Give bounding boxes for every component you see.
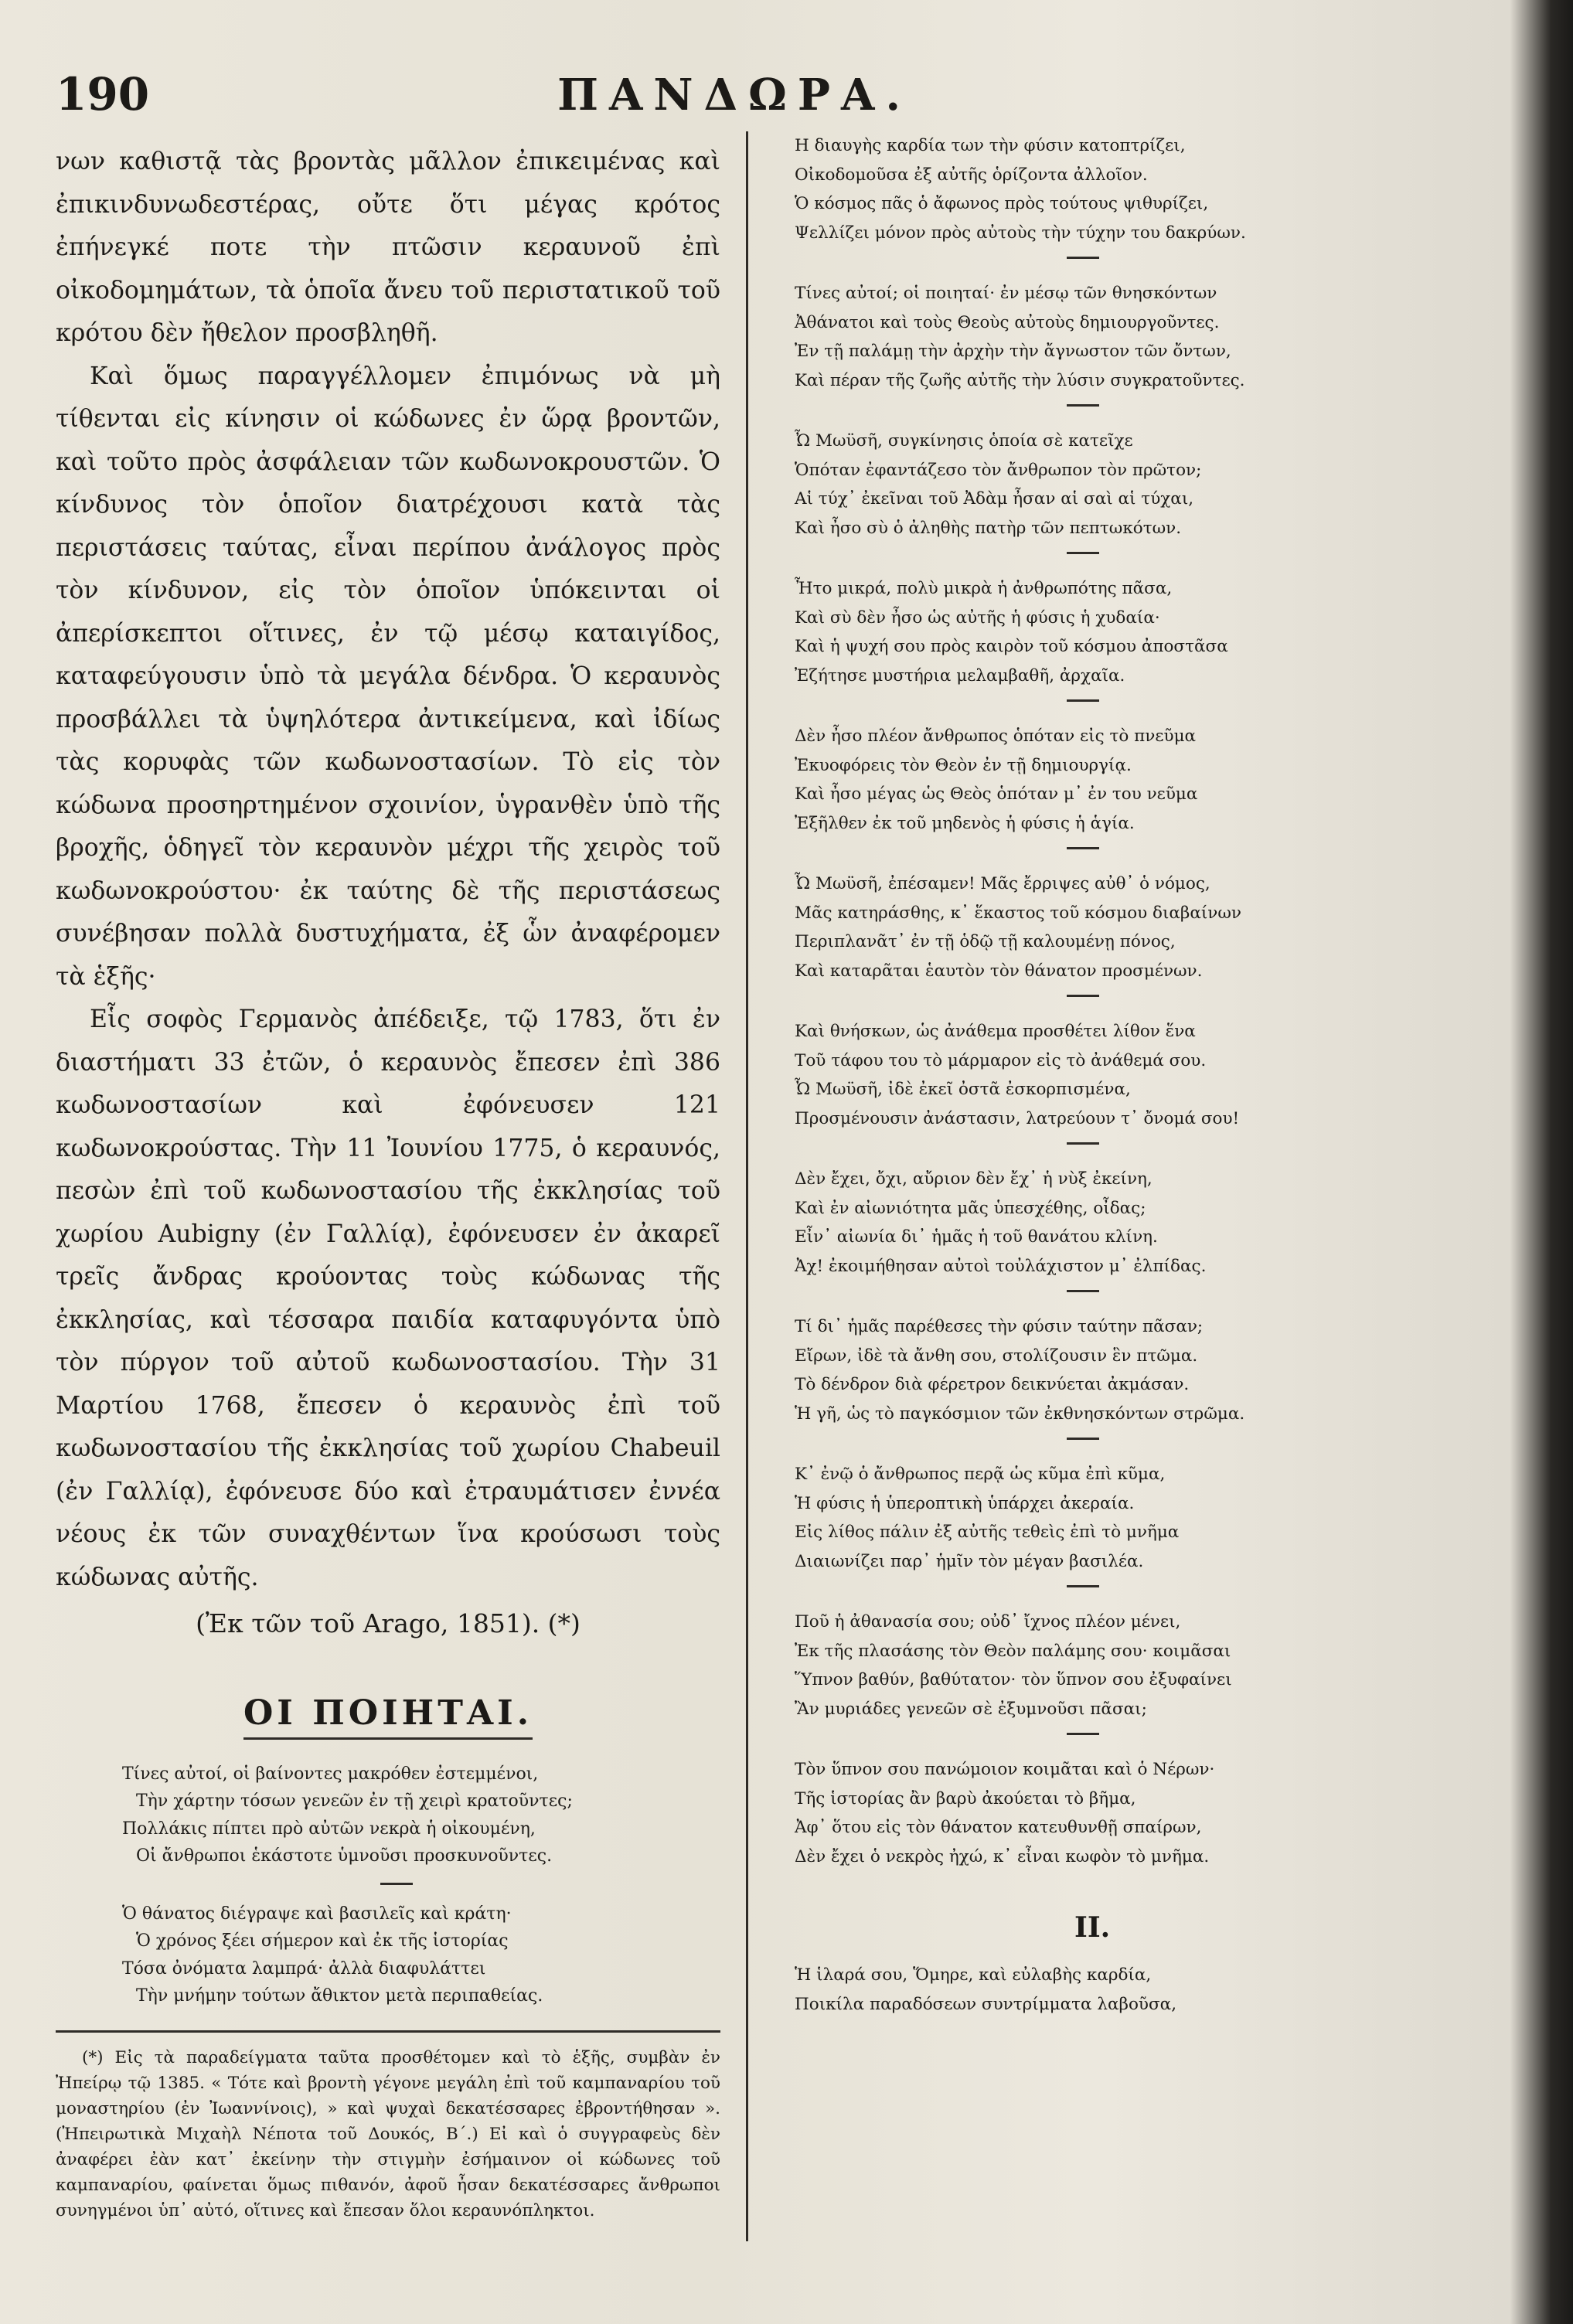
stanza-separator (1067, 1585, 1099, 1587)
verse-line: Εἶν᾽ αἰωνία δι᾽ ἡμᾶς ἡ τοῦ θανάτου κλίνη. (795, 1227, 1158, 1247)
poem-stanza (773, 574, 1407, 690)
verse-line: Καὶ πέραν τῆς ζωῆς αὐτῆς τὴν λύσιν συγκρατοῦντες. (795, 370, 1245, 390)
verse-line: Τόσα ὀνόματα λαμπρά· ἀλλὰ διαφυλάττει (122, 1958, 486, 1979)
verse-line: Ἐζήτησε μυστήρια μελαμβαθῆ, ἀρχαῖα. (795, 665, 1125, 686)
verse-line: Καὶ καταρᾶται ἑαυτὸν τὸν θάνατον προσμένων. (795, 961, 1203, 981)
section-title (56, 1693, 720, 1733)
paragraph: Εἷς σοφὸς Γερμανὸς ἀπέδειξε, τῷ 1783, ὅτι ἐν διαστήματι 33 ἐτῶν, ὁ κεραυνὸς ἔπεσεν ἐπὶ 386 κωδωνοστασίων καὶ ἐφόνευσεν 121 κωδωνοκρούστας. Τὴν 11 Ἰουνίου 1775, ὁ κεραυνός, πεσὼν ἐπὶ τοῦ κωδωνοστασίου τῆς ἐκκλησίας τοῦ χωρίου Aubigny (ἐν Γαλλίᾳ), ἐφόνευσεν ἐν ἀκαρεῖ τρεῖς ἄνδρας κρούοντας τοὺς κώδωνας τῆς ἐκκλησίας, καὶ τέσσαρα παιδία καταφυγόντα ὑπὸ τὸν πύργον τοῦ αὐτοῦ κωδωνοστασίου. Τὴν 31 Μαρτίου 1768, ἔπεσεν ὁ κεραυνὸς ἐπὶ τοῦ κωδωνοστασίου τῆς ἐκκλησίας τοῦ χωρίου Chabeuil (ἐν Γαλλίᾳ), ἐφόνευσε δύο καὶ ἐτραυμάτισεν ἐννέα νέους ἐκ τῶν συναχθέντων ἵνα κρούσωσι τοὺς κώδωνας αὐτῆς. (56, 1005, 720, 1591)
verse-line: Τῆς ἱστορίας ἂν βαρὺ ἀκούεται τὸ βῆμα, (795, 1788, 1136, 1809)
verse-line: Ποικίλα παραδόσεων συντρίμματα λαβοῦσα, (795, 1994, 1177, 2014)
verse-line: Ὦ Μωϋσῆ, ἰδὲ ἐκεῖ ὀστᾶ ἐσκορπισμένα, (795, 1080, 1131, 1099)
verse-line: Η διαυγὴς καρδία των τὴν φύσιν κατοπτρίζει, (795, 136, 1186, 155)
verse-line: Τίνες αὐτοί; οἱ ποιηταί· ἐν μέσῳ τῶν θνησκόντων (795, 284, 1217, 303)
verse-line: Διαιωνίζει παρ᾽ ἡμῖν τὸν μέγαν βασιλέα. (795, 1551, 1144, 1571)
verse-line: Ψελλίζει μόνον πρὸς αὐτοὺς τὴν τύχην του δακρύων. (795, 223, 1246, 243)
verse-line: Ὁ κόσμος πᾶς ὁ ἄφωνος πρὸς τούτους ψιθυρίζει, (795, 194, 1209, 213)
stanza-separator (1067, 1142, 1099, 1145)
running-title: ΠΑΝΔΩΡΑ. (557, 70, 911, 121)
poem-stanza (773, 427, 1407, 543)
verse-line: Καὶ θνήσκων, ὡς ἀνάθεμα προσθέτει λίθον ἕνα (795, 1022, 1196, 1041)
verse-line: Κ᾽ ἐνῷ ὁ ἄνθρωπος περᾷ ὡς κῦμα ἐπὶ κῦμα, (795, 1465, 1166, 1484)
verse-line: Καὶ ἦσο σὺ ὁ ἀληθὴς πατὴρ τῶν πεπτωκότων. (795, 518, 1182, 538)
verse-line: Ἡ ἱλαρά σου, Ὅμηρε, καὶ εὐλαβὴς καρδία, (795, 1965, 1152, 1985)
verse-line: Ὦ Μωϋσῆ, συγκίνησις ὁποία σὲ κατεῖχε (795, 431, 1133, 451)
verse-line: Τί δι᾽ ἡμᾶς παρέθεσες τὴν φύσιν ταύτην πᾶσαν; (795, 1317, 1204, 1336)
verse-line: Καὶ σὺ δὲν ἦσο ὡς αὐτῆς ἡ φύσις ἡ χυδαία· (795, 607, 1160, 628)
verse-line: Τίνες αὐτοί, οἱ βαίνοντες μακρόθεν ἐστεμμένοι, (122, 1764, 539, 1784)
verse-line: Ἐκ τῆς πλασάσης τὸν Θεὸν παλάμης σου· κοιμᾶσαι (795, 1641, 1231, 1661)
verse-line: Ἐκυοφόρεις τὸν Θεὸν ἐν τῇ δημιουργίᾳ. (795, 755, 1132, 775)
verse-line: Ἀθάνατοι καὶ τοὺς Θεοὺς αὐτοὺς δημιουργοῦντες. (795, 312, 1220, 332)
verse-line: Εἰς λίθος πάλιν ἐξ αὐτῆς τεθεὶς ἐπὶ τὸ μνῆμα (795, 1523, 1180, 1542)
poem-stanza (773, 279, 1407, 395)
verse-line: Ἡ γῆ, ὡς τὸ παγκόσμιον τῶν ἐκθνησκόντων στρῶμα. (795, 1404, 1245, 1424)
verse-line: Δὲν ἔχει ὁ νεκρὸς ἠχώ, κ᾽ εἶναι κωφὸν τὸ μνῆμα. (795, 1846, 1210, 1866)
verse-line: Καὶ ἦσο μέγας ὡς Θεὸς ὁπόταν μ᾽ ἐν του νεῦμα (795, 784, 1198, 804)
footnote-text: (*) Εἰς τὰ παραδείγματα ταῦτα προσθέτομεν καὶ τὸ ἑξῆς, συμβὰν ἐν Ἠπείρῳ τῷ 1385. « Τότε καὶ βροντὴ γέγονε μεγάλη ἐπὶ τοῦ καμπαναρίου τοῦ μοναστηρίου (ἐν Ἰωαννίνοις), » καὶ ψυχαὶ δεκατέσσαρες ἐβροντήθησαν ». (Ἠπειρωτικὰ Μιχαὴλ Νέποτα τοῦ Δουκός, Β΄.) Εἰ καὶ ὁ συγγραφεὺς δὲν ἀναφέρει ἐὰν κατ᾽ ἐκείνην τὴν στιγμὴν ἐσήμαινον οἱ κώδωνες τοῦ καμπαναρίου, φαίνεται ὅμως πιθανόν, ἀφοῦ ἦσαν δεκατέσσαρες ἄνθρωποι συνηγμένοι ὑπ᾽ αὐτό, οἵτινες καὶ ἔπεσαν ὅλοι κεραυνόπληκτοι. (56, 2047, 720, 2220)
footnote-rule (56, 2030, 720, 2033)
verse-line: Ἡ φύσις ἡ ὑπεροπτικὴ ὑπάρχει ἀκεραία. (795, 1493, 1135, 1513)
right-column (773, 131, 1407, 2019)
verse-line: Τὸ δένδρον διὰ φέρετρον δεικνύεται ἀκμάσαν. (795, 1375, 1190, 1394)
verse-line: Ὕπνον βαθύν, βαθύτατον· τὸν ὕπνον σου ἐξυφαίνει (795, 1670, 1232, 1689)
verse-line: Εἴρων, ἰδὲ τὰ ἄνθη σου, στολίζουσιν ἓν πτῶμα. (795, 1346, 1198, 1366)
footnote (56, 2045, 720, 2224)
paragraph: νων καθιστᾷ τὰς βροντὰς μᾶλλον ἐπικειμένας καὶ ἐπικινδυνωδεστέρας, οὔτε ὅτι μέγας κρότος ἐπήνεγκέ ποτε τὴν πτῶσιν κεραυνοῦ ἐπὶ οἰκοδομημάτων, τὰ ὁποῖα ἄνευ τοῦ περιστατικοῦ τοῦ κρότου δὲν ἤθελον προσβληθῆ. (56, 148, 720, 347)
verse-line: Καὶ ἐν αἰωνιότητα μᾶς ὑπεσχέθης, οἶδας; (795, 1198, 1146, 1218)
stanza-separator (1067, 552, 1099, 554)
poem-stanza (773, 1961, 1407, 2019)
stanza-separator (1067, 995, 1099, 997)
verse-line: Ὁ χρόνος ξέει σήμερον καὶ ἐκ τῆς ἱστορίας (136, 1931, 509, 1951)
verse-line: Ἂν μυριάδες γενεῶν σὲ ἐξυμνοῦσι πᾶσαι; (795, 1699, 1147, 1719)
verse-line: Καὶ ἡ ψυχή σου πρὸς καιρὸν τοῦ κόσμου ἀποστᾶσα (795, 637, 1228, 656)
poem-stanza (56, 1900, 720, 2010)
poem-stanza (773, 722, 1407, 838)
verse-line: Τὸν ὕπνον σου πανώμοιον κοιμᾶται καὶ ὁ Νέρων· (795, 1760, 1215, 1779)
stanza-separator (1067, 1290, 1099, 1292)
verse-line: Περιπλανᾶτ᾽ ἐν τῇ ὁδῷ τῇ καλουμένῃ πόνος, (795, 932, 1176, 951)
subsection-number: II. (1074, 1911, 1111, 1944)
stanza-separator (1067, 257, 1099, 259)
verse-line: Τὴν χάρτην τόσων γενεῶν ἐν τῇ χειρὶ κρατοῦντες; (136, 1791, 573, 1811)
page-number: 190 (56, 68, 150, 121)
verse-line: Ὁ θάνατος διέγραψε καὶ βασιλεῖς καὶ κράτη· (122, 1904, 512, 1924)
verse-line: Τὴν μνήμην τούτων ἄθικτον μετὰ περιπαθείας. (136, 1986, 543, 2006)
verse-line: Οἱ ἄνθρωποι ἑκάστοτε ὑμνοῦσι προσκυνοῦντες. (136, 1846, 553, 1866)
poem-stanzas (773, 131, 1407, 1871)
article-text (56, 141, 720, 1645)
source-citation: (Ἐκ τῶν τοῦ Arago, 1851). (*) (196, 1608, 581, 1638)
verse-line: Πολλάκις πίπτει πρὸ αὐτῶν νεκρὰ ἡ οἰκουμένη, (122, 1819, 536, 1839)
poem-stanza (773, 1755, 1407, 1871)
stanza-separator (1067, 404, 1099, 407)
poem-stanza (773, 1017, 1407, 1133)
poem-stanza (773, 1460, 1407, 1576)
verse-line: Ὦ Μωϋσῆ, ἐπέσαμεν! Μᾶς ἔρριψες αὐθ᾽ ὁ νόμος, (795, 874, 1210, 893)
verse-line: Δὲν ἦσο πλέον ἄνθρωπος ὁπόταν εἰς τὸ πνεῦμα (795, 726, 1197, 746)
verse-line: Ὁπόταν ἐφαντάζεσο τὸν ἄνθρωπον τὸν πρῶτον; (795, 460, 1202, 480)
verse-line: Δὲν ἔχει, ὄχι, αὔριον δὲν ἔχ᾽ ἡ νὺξ ἐκείνη, (795, 1169, 1153, 1189)
verse-line: Οἰκοδομοῦσα ἐξ αὐτῆς ὁρίζοντα ἀλλοῖον. (795, 165, 1148, 185)
stanza-separator (380, 1883, 413, 1885)
verse-line: Ἀφ᾽ ὅτου εἰς τὸν θάνατον κατευθυνθῇ σπαίρων, (795, 1818, 1202, 1837)
poem-stanza (773, 1312, 1407, 1428)
left-column (56, 141, 720, 2224)
stanza-separator (1067, 1438, 1099, 1440)
poem-stanza (56, 1761, 720, 1870)
verse-line: Μᾶς κατηράσθης, κ᾽ ἕκαστος τοῦ κόσμου διαβαίνων (795, 903, 1241, 923)
verse-line: Προσμένουσιν ἀνάστασιν, λατρεύουν τ᾽ ὄνομά σου! (795, 1108, 1240, 1128)
column-divider (746, 131, 748, 2241)
verse-line: Ἀχ! ἐκοιμήθησαν αὐτοὶ τοὐλάχιστον μ᾽ ἐλπίδας. (795, 1256, 1207, 1276)
poem-stanza (773, 1165, 1407, 1281)
verse-line: Τοῦ τάφου του τὸ μάρμαρον εἰς τὸ ἀνάθεμά σου. (795, 1050, 1207, 1070)
paragraph: Καὶ ὅμως παραγγέλλομεν ἐπιμόνως νὰ μὴ τίθενται εἰς κίνησιν οἱ κώδωνες ἐν ὥρᾳ βροντῶν, καὶ τοῦτο πρὸς ἀσφάλειαν τῶν κωδωνοκρουστῶν. Ὁ κίνδυνος τὸν ὁποῖον διατρέχουσι κατὰ τὰς περιστάσεις ταύτας, εἶναι περίπου ἀνάλογος πρὸς τὸν κίνδυνον, εἰς τὸν ὁποῖον ὑπόκεινται οἱ ἀπερίσκεπτοι οἵτινες, ἐν τῷ μέσῳ καταιγίδος, καταφεύγουσιν ὑπὸ τὰ μεγάλα δένδρα. Ὁ κεραυνὸς προσβάλλει τὰ ὑψηλότερα ἀντικείμενα, καὶ ἰδίως τὰς κορυφὰς τῶν κωδωνοστασίων. Τὸ εἰς τὸν κώδωνα προσηρτημένον σχοινίον, ὑγρανθὲν ὑπὸ τῆς βροχῆς, ὁδηγεῖ τὸν κεραυνὸν μέχρι τῆς χειρὸς τοῦ κωδωνοκρούστου· ἐκ ταύτης δὲ τῆς περιστάσεως συνέβησαν πολλὰ δυστυχήματα, ἐξ ὧν ἀναφέρομεν τὰ ἑξῆς· (56, 362, 720, 991)
poem-stanza (773, 131, 1407, 247)
verse-line: Αἱ τύχ᾽ ἐκεῖναι τοῦ Ἀδὰμ ἦσαν αἱ σαὶ αἱ τύχαι, (795, 489, 1194, 509)
section-title-text: ΟΙ ΠΟΙΗΤΑΙ. (243, 1693, 533, 1740)
verse-line: Ἦτο μικρά, πολὺ μικρὰ ἡ ἀνθρωπότης πᾶσα, (795, 579, 1173, 598)
verse-line: Ἐν τῇ παλάμῃ τὴν ἀρχὴν τὴν ἄγνωστον τῶν ὄντων, (795, 342, 1231, 361)
stanza-separator (1067, 1733, 1099, 1735)
stanza-separator (1067, 847, 1099, 849)
stanza-separator (1067, 699, 1099, 702)
poem-stanza (773, 1608, 1407, 1723)
running-header (0, 68, 1484, 130)
verse-line: Ἐξῆλθεν ἐκ τοῦ μηδενὸς ἡ φύσις ἡ ἁγία. (795, 813, 1135, 833)
verse-line: Ποῦ ἡ ἀθανασία σου; οὐδ᾽ ἴχνος πλέον μένει, (795, 1612, 1181, 1632)
poem-stanza (773, 869, 1407, 985)
